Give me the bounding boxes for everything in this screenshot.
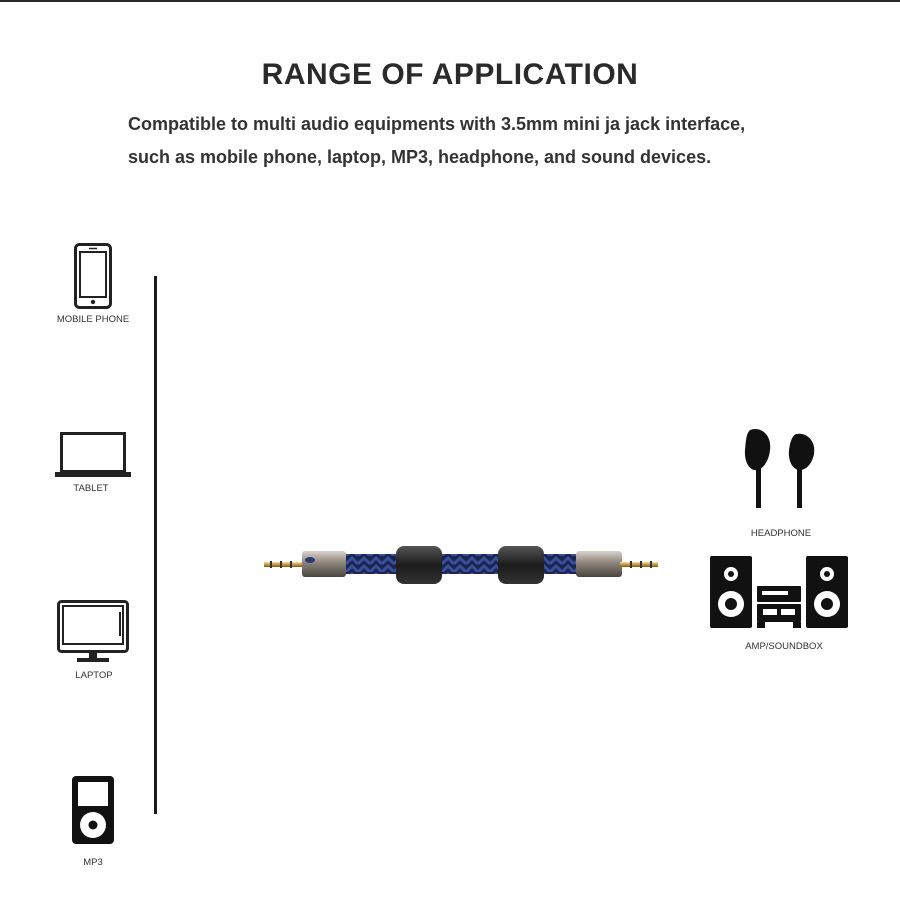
mobile-phone-icon: [74, 243, 112, 309]
device-label-amp-soundbox: AMP/SOUNDBOX: [745, 641, 823, 652]
description-line-1: Compatible to multi audio equipments with 3.5mm mini ja jack interface,: [128, 114, 746, 134]
monitor-icon: [57, 600, 129, 664]
mp3-player-icon: [72, 776, 114, 844]
device-label-laptop: LAPTOP: [75, 670, 113, 681]
earphones-icon: [742, 426, 818, 512]
description-line-2: such as mobile phone, laptop, MP3, headphone, and sound devices.: [128, 147, 712, 167]
device-label-tablet: TABLET: [73, 483, 109, 494]
device-label-mobile-phone: MOBILE PHONE: [56, 314, 130, 325]
device-label-headphone: HEADPHONE: [750, 528, 812, 539]
top-border: [0, 0, 900, 2]
device-label-mp3: MP3: [83, 857, 103, 868]
stereo-system-icon: [710, 556, 848, 628]
page-title: RANGE OF APPLICATION: [261, 58, 639, 91]
vertical-divider: [154, 276, 157, 814]
audio-cable-icon: [262, 540, 662, 590]
laptop-icon: [55, 432, 131, 478]
